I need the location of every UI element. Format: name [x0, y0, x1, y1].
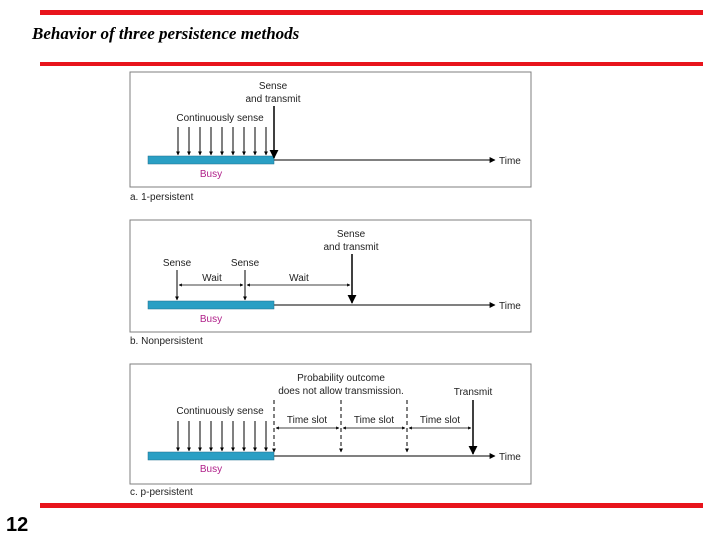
panel-b-frame	[130, 220, 531, 332]
panel-b-wait-label-1: Wait	[202, 273, 222, 284]
panel-b-sense-label-1: Sense	[162, 258, 192, 269]
panel-b-busy-bar	[148, 301, 274, 309]
panel-c-probability-line1: Probability outcome	[297, 373, 385, 384]
panel-b-wait-label-2: Wait	[289, 273, 309, 284]
panel-b-sense-transmit-line1: Sense	[336, 229, 366, 240]
panel-c-probability-line2: does not allow transmission.	[278, 386, 404, 397]
panel-nonpersistent	[130, 220, 531, 347]
panel-b-caption: b. Nonpersistent	[130, 336, 203, 347]
panel-a-continuously-sense: Continuously sense	[176, 113, 264, 124]
panel-c-time-label: Time	[499, 452, 521, 463]
panel-c-transmit-label: Transmit	[453, 387, 493, 398]
panel-c-continuously-sense: Continuously sense	[176, 406, 264, 417]
panel-b-sense-transmit-line2: and transmit	[323, 242, 379, 253]
panel-c-sense-arrows	[178, 421, 266, 451]
panel-c-slot-dividers	[274, 400, 407, 452]
panel-b-busy-label: Busy	[199, 314, 223, 325]
page-number: 12	[6, 514, 29, 536]
panel-a-busy-label: Busy	[199, 169, 223, 180]
panel-c-busy-bar	[148, 452, 274, 460]
panel-b-time-label: Time	[499, 301, 521, 312]
panel-a-caption: a. 1-persistent	[130, 192, 194, 203]
panel-c-slot-label-1: Time slot	[286, 415, 328, 426]
panel-a-frame	[130, 72, 531, 187]
panel-c-slot-label-2: Time slot	[353, 415, 395, 426]
panel-1-persistent	[130, 72, 531, 203]
panel-c-caption: c. p-persistent	[130, 487, 193, 498]
slide-title: Behavior of three persistence methods	[32, 24, 300, 43]
panel-a-sense-arrows	[178, 127, 266, 155]
panel-b-sense-label-2: Sense	[230, 258, 260, 269]
panel-p-persistent	[130, 364, 531, 498]
panel-a-busy-bar	[148, 156, 274, 164]
panel-a-sense-transmit-line1: Sense	[258, 81, 288, 92]
panel-c-slot-label-3: Time slot	[419, 415, 461, 426]
panel-a-time-label: Time	[499, 156, 521, 167]
panel-c-busy-label: Busy	[199, 464, 223, 475]
panel-a-sense-transmit-line2: and transmit	[245, 94, 301, 105]
